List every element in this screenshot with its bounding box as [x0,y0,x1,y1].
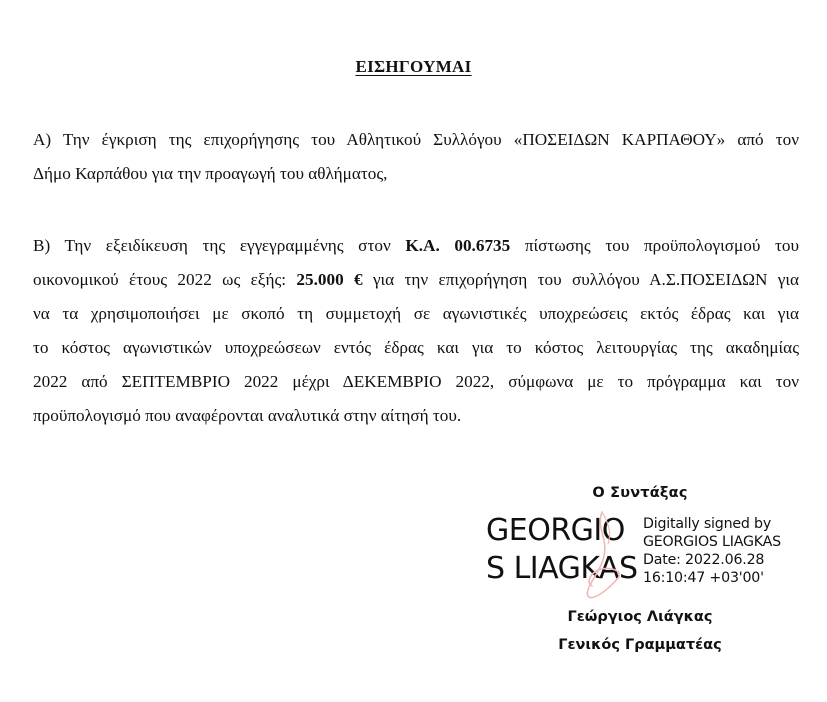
text-segment: για την επιχορήγηση του συλλόγου Α.Σ.ΠΟΣΕΙΔΩΝ για [362,270,799,289]
paragraph-b-line: να τα χρησιμοποιήσει με σκοπό τη συμμετοχή σε αγωνιστικές υποχρεώσεις εκτός έδρας και για [33,304,799,323]
document-heading: ΕΙΣΗΓΟΥΜΑΙ [355,57,472,76]
signature-role: Ο Συντάξας [592,485,688,501]
digital-signature-block[interactable] [486,512,806,602]
signer-title: Γενικός Γραμματέας [558,637,722,653]
paragraph-b-line: 2022 από ΣΕΠΤΕΜΒΡΙΟ 2022 μέχρι ΔΕΚΕΜΒΡΙΟ 2022, σύμφωνα με το πρόγραμμα και τον [33,372,799,391]
signer-name-line: S LIAGKAS [486,551,638,586]
paragraph-b [33,229,799,433]
signature-detail-line: Digitally signed by [643,516,772,532]
grant-amount: 25.000 € [296,270,363,289]
digital-signature-details [643,515,781,587]
paragraph-b-line [33,263,799,297]
paragraph-b-line [33,229,799,263]
text-segment: Β) Την εξειδίκευση της εγγεγραμμένης στον [33,236,406,255]
signature-date-line: Date: 2022.06.28 [643,552,765,568]
text-segment: πίστωσης του προϋπολογισμού του [510,236,800,255]
paragraph-b-line: το κόστος αγωνιστικών υποχρεώσεων εντός έδρας και για το κόστος λειτουργίας της ακαδημίας [33,338,799,357]
budget-code: Κ.Α. 00.6735 [405,236,511,255]
paragraph-a [33,123,799,191]
paragraph-a-line: Α) Την έγκριση της επιχορήγησης του Αθλητικού Συλλόγου «ΠΟΣΕΙΔΩΝ ΚΑΡΠΑΘΟΥ» από τον [33,130,799,149]
paragraph-a-line: Δήμο Καρπάθου για την προαγωγή του αθλήματος, [33,164,388,183]
paragraph-b-line: προϋπολογισμό που αναφέρονται αναλυτικά στην αίτησή του. [33,406,462,425]
signer-name-line: GEORGIO [486,513,625,548]
signer-name-display [486,512,638,588]
signature-time-line: 16:10:47 +03'00' [643,570,764,586]
signature-detail-line: GEORGIOS LIAGKAS [643,534,781,550]
text-segment: οικονομικού έτους 2022 ως εξής: [33,270,297,289]
signer-name: Γεώργιος Λιάγκας [567,609,713,625]
